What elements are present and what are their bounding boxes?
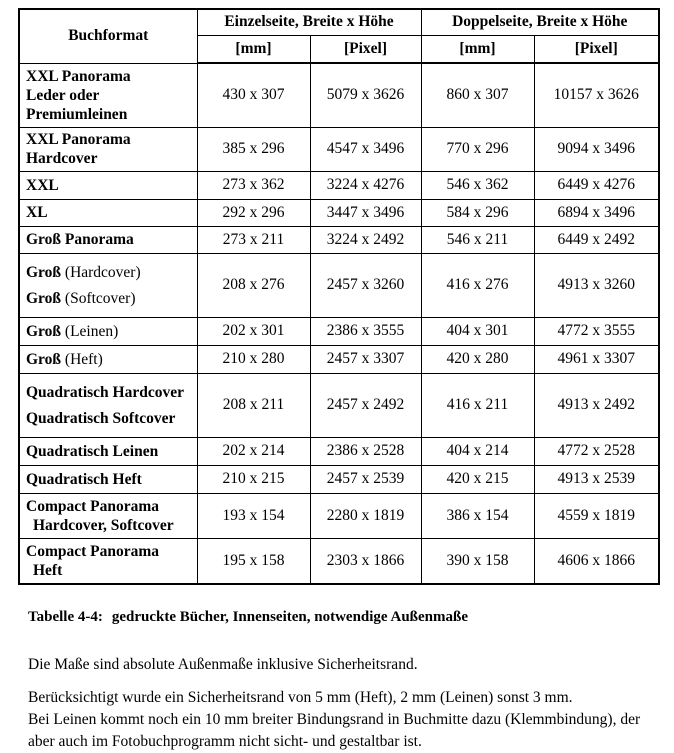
value-cell: 4961 x 3307: [534, 345, 659, 373]
value-cell: 292 x 296: [197, 199, 310, 226]
value-cell: 2280 x 1819: [310, 493, 421, 538]
value-cell: 273 x 211: [197, 226, 310, 253]
value-cell: 208 x 211: [197, 373, 310, 437]
value-cell: 202 x 301: [197, 317, 310, 345]
value-cell: 420 x 280: [421, 345, 534, 373]
format-cell: XXL Panorama Leder oder Premiumleinen: [19, 63, 197, 127]
table-row: [19, 465, 659, 493]
subheader-einzel-mm: [mm]: [197, 35, 310, 63]
format-cell: XXL: [19, 171, 197, 199]
value-cell: 860 x 307: [421, 63, 534, 127]
format-cell: Compact Panorama Heft: [19, 538, 197, 584]
subheader-doppel-mm: [mm]: [421, 35, 534, 63]
table-row: [19, 345, 659, 373]
table-caption: [28, 609, 674, 626]
table-row: [19, 127, 659, 171]
value-cell: 6449 x 2492: [534, 226, 659, 253]
value-cell: 273 x 362: [197, 171, 310, 199]
value-cell: 195 x 158: [197, 538, 310, 584]
value-cell: 4559 x 1819: [534, 493, 659, 538]
value-cell: 2457 x 3260: [310, 253, 421, 317]
value-cell: 2457 x 2539: [310, 465, 421, 493]
book-format-table: [18, 8, 660, 585]
header-row-groups: [19, 9, 659, 35]
value-cell: 584 x 296: [421, 199, 534, 226]
value-cell: 193 x 154: [197, 493, 310, 538]
value-cell: 6449 x 4276: [534, 171, 659, 199]
value-cell: 5079 x 3626: [310, 63, 421, 127]
table-row: [19, 493, 659, 538]
value-cell: 770 x 296: [421, 127, 534, 171]
value-cell: 9094 x 3496: [534, 127, 659, 171]
notes-section: [28, 654, 666, 753]
value-cell: 385 x 296: [197, 127, 310, 171]
value-cell: 416 x 211: [421, 373, 534, 437]
value-cell: 2303 x 1866: [310, 538, 421, 584]
note-paragraph: Berücksichtigt wurde ein Sicherheitsrand von 5 mm (Heft), 2 mm (Leinen) sonst 3 mm.: [28, 689, 573, 706]
value-cell: 10157 x 3626: [534, 63, 659, 127]
value-cell: 4913 x 2539: [534, 465, 659, 493]
format-cell: Quadratisch Hardcover Quadratisch Softcover: [19, 373, 197, 437]
table-row: [19, 437, 659, 465]
caption-label: Tabelle 4-4:: [28, 609, 103, 625]
value-cell: 2386 x 3555: [310, 317, 421, 345]
table-body: [19, 63, 659, 584]
value-cell: 390 x 158: [421, 538, 534, 584]
format-cell: Compact Panorama Hardcover, Softcover: [19, 493, 197, 538]
value-cell: 4913 x 3260: [534, 253, 659, 317]
value-cell: 6894 x 3496: [534, 199, 659, 226]
header-buchformat: Buchformat: [19, 9, 197, 63]
table-row: [19, 63, 659, 127]
format-cell: Groß (Hardcover) Groß (Softcover): [19, 253, 197, 317]
value-cell: 2386 x 2528: [310, 437, 421, 465]
header-einzelseite: Einzelseite, Breite x Höhe: [197, 9, 421, 35]
format-cell: Groß Panorama: [19, 226, 197, 253]
value-cell: 2457 x 3307: [310, 345, 421, 373]
value-cell: 210 x 215: [197, 465, 310, 493]
table-row: [19, 171, 659, 199]
value-cell: 386 x 154: [421, 493, 534, 538]
header-doppelseite: Doppelseite, Breite x Höhe: [421, 9, 659, 35]
value-cell: 4547 x 3496: [310, 127, 421, 171]
table-row: [19, 538, 659, 584]
value-cell: 4772 x 2528: [534, 437, 659, 465]
format-cell: Quadratisch Leinen: [19, 437, 197, 465]
subheader-einzel-pixel: [Pixel]: [310, 35, 421, 63]
table-row: [19, 317, 659, 345]
caption-text: gedruckte Bücher, Innenseiten, notwendige Außenmaße: [111, 609, 469, 625]
value-cell: 4606 x 1866: [534, 538, 659, 584]
value-cell: 4772 x 3555: [534, 317, 659, 345]
note-paragraph: Die Maße sind absolute Außenmaße inklusive Sicherheitsrand.: [28, 656, 418, 673]
value-cell: 3447 x 3496: [310, 199, 421, 226]
format-cell: XL: [19, 199, 197, 226]
format-cell: Groß (Heft): [19, 345, 197, 373]
value-cell: 404 x 301: [421, 317, 534, 345]
note-paragraph: Bei Leinen kommt noch ein 10 mm breiter Bindungsrand in Buchmitte dazu (Klemmbindung), der aber auch im Fotobuchprogramm nicht sicht- und gestaltbar ist.: [28, 711, 641, 750]
value-cell: 2457 x 2492: [310, 373, 421, 437]
value-cell: 430 x 307: [197, 63, 310, 127]
value-cell: 3224 x 2492: [310, 226, 421, 253]
value-cell: 546 x 362: [421, 171, 534, 199]
table-row: [19, 226, 659, 253]
table-row: [19, 373, 659, 437]
value-cell: 208 x 276: [197, 253, 310, 317]
table-row: [19, 199, 659, 226]
value-cell: 416 x 276: [421, 253, 534, 317]
format-cell: Groß (Leinen): [19, 317, 197, 345]
subheader-doppel-pixel: [Pixel]: [534, 35, 659, 63]
value-cell: 3224 x 4276: [310, 171, 421, 199]
value-cell: 404 x 214: [421, 437, 534, 465]
value-cell: 210 x 280: [197, 345, 310, 373]
value-cell: 420 x 215: [421, 465, 534, 493]
format-cell: XXL Panorama Hardcover: [19, 127, 197, 171]
table-row: [19, 253, 659, 317]
value-cell: 202 x 214: [197, 437, 310, 465]
value-cell: 546 x 211: [421, 226, 534, 253]
format-cell: Quadratisch Heft: [19, 465, 197, 493]
value-cell: 4913 x 2492: [534, 373, 659, 437]
